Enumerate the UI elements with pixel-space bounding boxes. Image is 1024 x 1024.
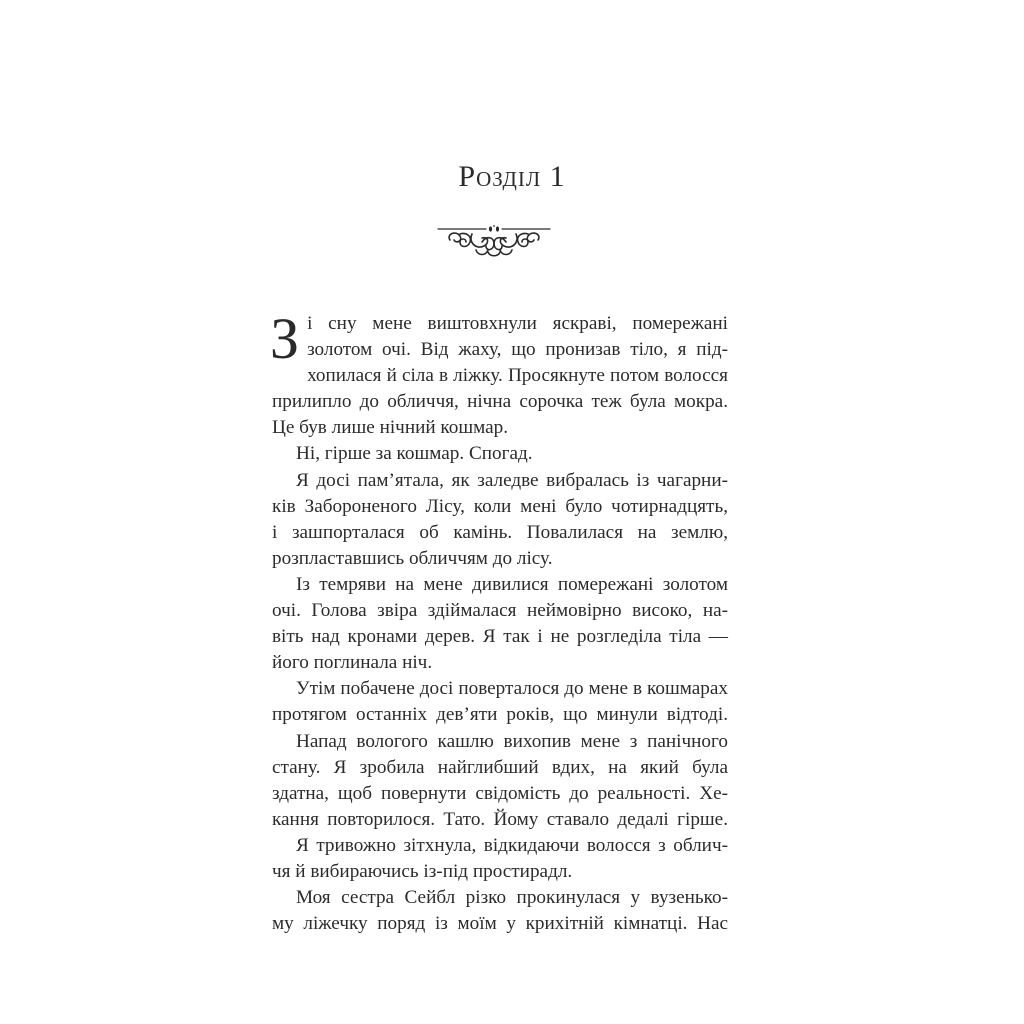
text-line: Утім побачене досі поверталося до мене в кошмарах (296, 678, 728, 700)
text-line: хопилася й сіла в ліжку. Просякнуте потом волосся (307, 365, 728, 387)
text-line: кання повторилося. Тато. Йому ставало дедалі гірше. (272, 808, 728, 830)
text-line: Я тривожно зітхнула, відкидаючи волосся з облич- (296, 834, 728, 856)
text-line: Я досі пам’ятала, як заледве вибралась із чагарни- (296, 469, 728, 491)
text-line: Це був лише нічний кошмар. (272, 417, 509, 439)
text-line: Моя сестра Сейбл різко прокинулася у вузенько- (296, 887, 728, 909)
text-line: золотом очі. Від жаху, що пронизав тіло, я під- (307, 339, 728, 361)
chapter-body-text (270, 306, 728, 937)
text-line: протягом останніх дев’яти років, що минули відтоді. (272, 704, 728, 726)
chapter-title: Розділ 1 (458, 160, 566, 193)
text-line: розпластавшись обличчям до лісу. (272, 547, 553, 569)
text-line: Із темряви на мене дивилися помережані золотом (296, 573, 728, 595)
text-line: і сну мене виштовхнули яскраві, помережані (307, 313, 728, 334)
text-line: віть над кронами дерев. Я так і не розгледіла тіла — (272, 626, 728, 648)
text-line: Напад вологого кашлю вихопив мене з панічного (296, 730, 728, 752)
text-line: очі. Голова звіра здіймалася неймовірно високо, на- (272, 600, 728, 622)
flourish-ornament-icon (436, 222, 552, 262)
text-line: ків Забороненого Лісу, коли мені було чотирнадцять, (272, 495, 728, 517)
text-line: му ліжечку поряд із моїм у крихітній кімнатці. Нас (272, 913, 728, 935)
text-line: здатна, щоб повернути свідомість до реальності. Хе- (272, 782, 728, 804)
text-line: і зашпорталася об камінь. Повалилася на землю, (272, 521, 728, 543)
text-line: Ні, гірше за кошмар. Спогад. (296, 443, 533, 465)
text-line: його поглинала ніч. (272, 652, 433, 674)
text-line: чя й вибираючись із-під простирадл. (272, 860, 573, 882)
text-line: прилипло до обличчя, нічна сорочка теж була мокра. (272, 391, 728, 413)
text-line: стану. Я зробила найглибший вдих, на який була (272, 756, 728, 778)
drop-cap: З (270, 306, 300, 371)
